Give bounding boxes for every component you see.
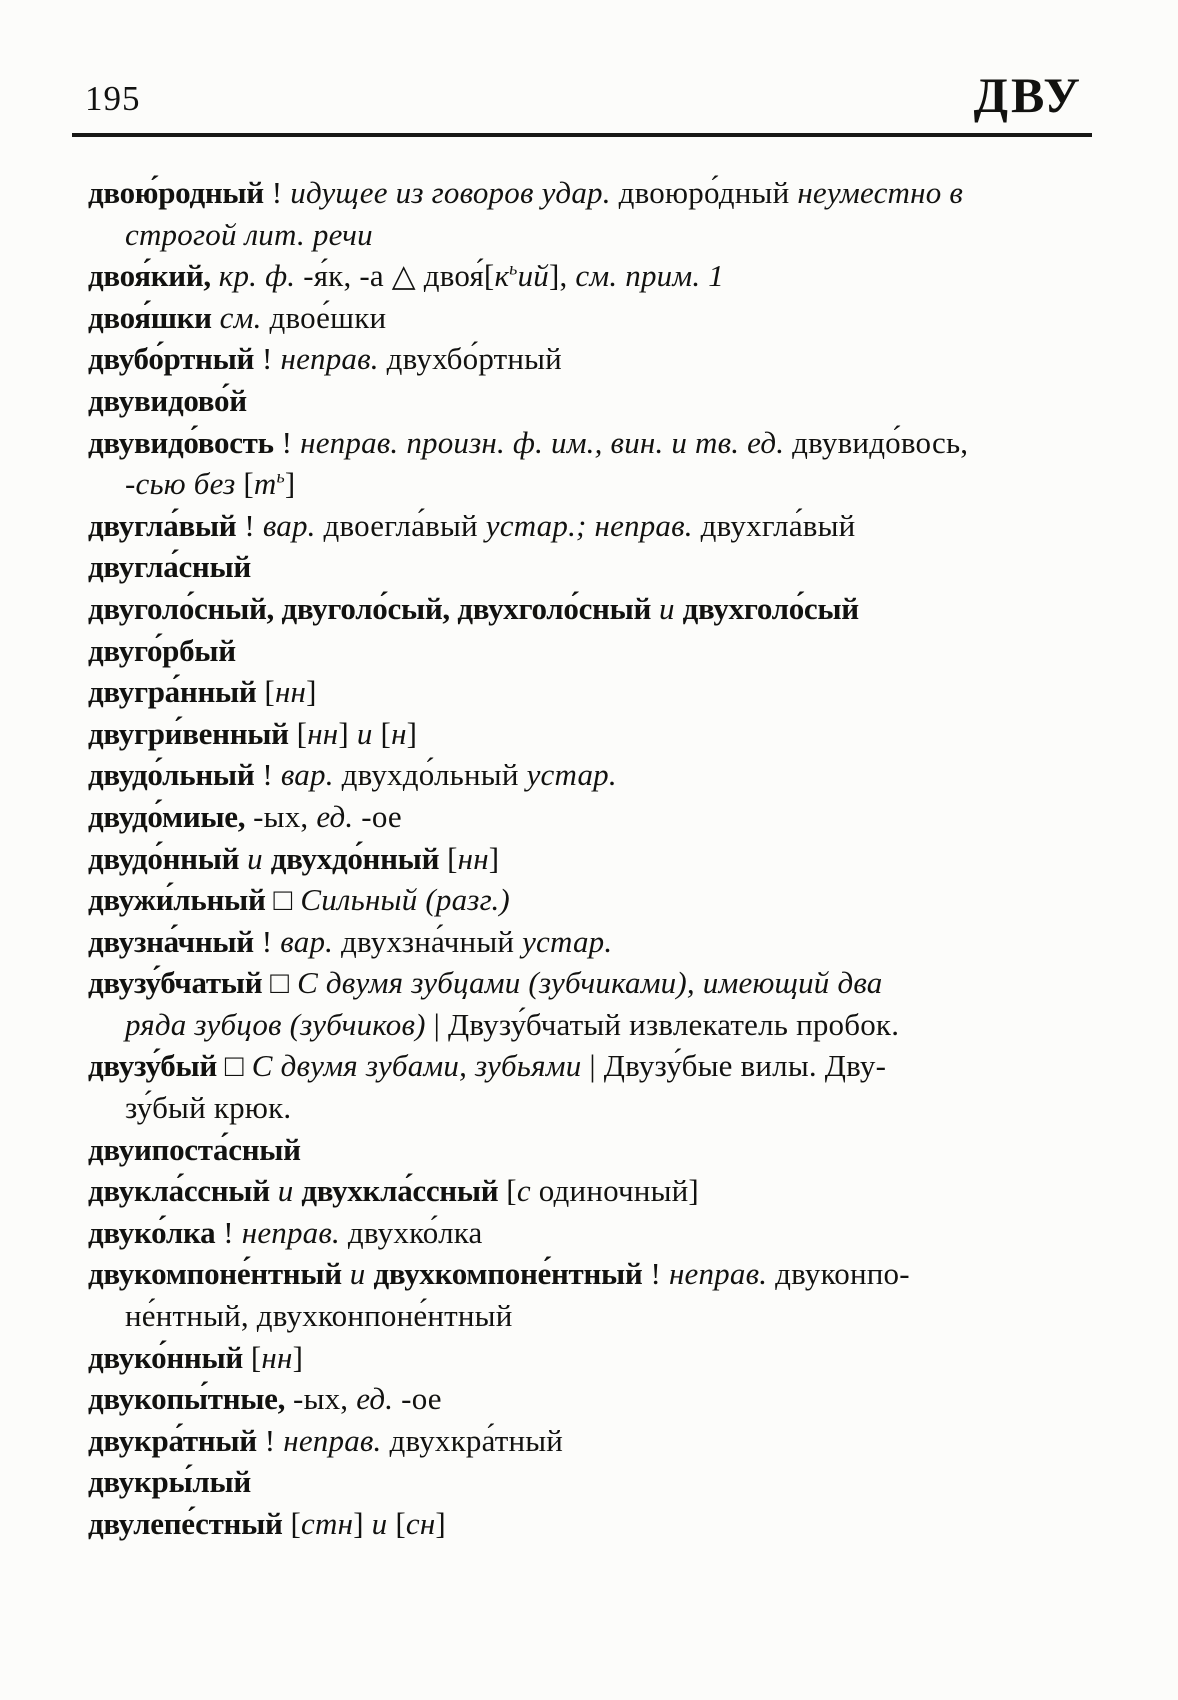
- text-run: двухдо́льный: [333, 757, 527, 793]
- entry-line: [88, 546, 1118, 588]
- entry-line: [88, 297, 1118, 339]
- text-run: ряда зубцов (зубчиков): [125, 1006, 434, 1042]
- text-run: двуко́нный: [88, 1339, 243, 1375]
- text-run: двоя́кий,: [88, 258, 211, 294]
- text-run: -ое: [393, 1381, 442, 1417]
- page-header: [85, 67, 1083, 123]
- text-run: !: [253, 923, 281, 959]
- text-run: [: [439, 840, 458, 876]
- text-run: !: [642, 1256, 669, 1292]
- text-run: двукры́лый: [88, 1464, 251, 1500]
- text-run: двугла́сный: [88, 549, 251, 585]
- text-run: двухкла́ссный: [301, 1173, 499, 1209]
- text-run: неправ.: [280, 341, 379, 377]
- text-run: ]: [292, 1339, 304, 1375]
- text-run: и: [341, 1256, 374, 1292]
- text-run: !: [273, 424, 301, 460]
- entry-line: [88, 1337, 1118, 1379]
- text-run: устар.: [522, 923, 613, 959]
- text-run: ]: [435, 1506, 446, 1541]
- text-run: вар.: [280, 757, 334, 793]
- text-run: и: [356, 715, 373, 751]
- header-rule: [72, 133, 1092, 137]
- entry-line: [88, 1212, 1118, 1254]
- text-run: двухголо́сый: [682, 590, 859, 626]
- entry-continuation-line: [88, 1087, 1118, 1129]
- entry-line: [88, 1045, 1118, 1087]
- text-run: двукла́ссный: [88, 1173, 270, 1209]
- entry-line: [88, 879, 1118, 921]
- text-run: и: [371, 1506, 388, 1541]
- text-run: ь: [509, 258, 518, 279]
- entry-line: [88, 1503, 1118, 1545]
- text-run: двузу́бчатый: [88, 965, 263, 1001]
- entry-line: [88, 754, 1118, 796]
- entry-line: [88, 505, 1118, 547]
- text-run: двухкомпоне́нтный: [373, 1256, 643, 1292]
- text-run: двувидово́й: [88, 382, 247, 418]
- text-run: см. прим. 1: [575, 258, 724, 294]
- text-run: двоя́шки: [88, 299, 212, 335]
- text-run: к: [494, 258, 510, 294]
- text-run: [: [372, 715, 392, 751]
- text-run: [: [243, 466, 254, 502]
- entry-line: [88, 671, 1118, 713]
- text-run: -я́к, -а △ двоя́[: [295, 258, 495, 294]
- text-run: !: [254, 341, 281, 377]
- entry-line: [88, 838, 1118, 880]
- section-heading: ДВУ: [973, 67, 1083, 123]
- text-run: !: [256, 1422, 284, 1458]
- text-run: двухбо́ртный: [378, 341, 562, 377]
- entry-line: [88, 1253, 1118, 1295]
- text-run: и: [269, 1173, 302, 1209]
- text-run: двухгла́вый: [692, 507, 856, 543]
- entry-line: [88, 962, 1118, 1004]
- text-run: кр. ф.: [218, 258, 296, 294]
- text-run: [: [242, 1339, 262, 1375]
- text-run: двукомпоне́нтный: [88, 1256, 342, 1292]
- entry-line: [88, 1420, 1118, 1462]
- entry-continuation-line: [88, 1004, 1118, 1046]
- text-run: ]: [284, 466, 296, 502]
- text-run: | Двузу́бые вилы. Дву-: [589, 1048, 887, 1084]
- text-run: двухдо́нный: [270, 840, 440, 876]
- text-run: !: [236, 507, 263, 543]
- entry-line: [88, 422, 1118, 464]
- text-run: т: [253, 466, 277, 502]
- text-run: [211, 258, 219, 293]
- text-run: с: [516, 1173, 531, 1209]
- text-run: сн: [405, 1506, 436, 1541]
- entry-line: [88, 588, 1118, 630]
- text-run: идущее из говоров удар.: [290, 175, 611, 210]
- text-run: неправ.: [283, 1422, 382, 1458]
- text-run: двухзна́чный: [333, 923, 523, 959]
- text-run: двувидо́вость: [88, 424, 274, 460]
- text-run: вар.: [280, 923, 334, 959]
- text-run: !: [263, 175, 291, 210]
- entry-line: [88, 796, 1118, 838]
- text-run: [: [288, 715, 308, 751]
- text-run: | Двузу́бчатый извлекатель пробок.: [433, 1006, 900, 1042]
- entry-line: [88, 921, 1118, 963]
- text-run: двукра́тный: [88, 1422, 257, 1458]
- text-run: нн: [261, 1339, 293, 1375]
- text-run: -ых,: [285, 1381, 357, 1417]
- entry-line: [88, 630, 1118, 672]
- text-run: двухко́лка: [339, 1214, 483, 1250]
- entry-continuation-line: [88, 463, 1118, 505]
- text-run: двугра́нный: [88, 674, 257, 710]
- text-run: [: [256, 674, 275, 710]
- text-run: двузна́чный: [88, 923, 254, 959]
- text-run: неправ.: [668, 1256, 768, 1292]
- text-run: двудо́льный: [88, 757, 255, 793]
- text-run: неправ.: [241, 1214, 340, 1250]
- dictionary-entries: [88, 172, 1118, 1545]
- text-run: двуипоста́сный: [88, 1131, 301, 1167]
- text-run: двуго́рбый: [88, 632, 236, 668]
- text-run: -ых,: [245, 798, 317, 834]
- text-run: Сильный (разг.): [300, 882, 510, 918]
- text-run: вар.: [262, 507, 316, 543]
- entry-line: [88, 255, 1118, 297]
- text-run: двугла́вый: [88, 507, 237, 543]
- entry-continuation-line: [88, 1295, 1118, 1337]
- entry-line: [88, 1461, 1118, 1503]
- text-run: двоюро́дный: [610, 175, 798, 210]
- entry-line: [88, 380, 1118, 422]
- text-run: устар.; неправ.: [485, 507, 693, 543]
- text-run: устар.: [526, 757, 617, 793]
- text-run: двуконпо-: [767, 1256, 910, 1292]
- text-run: неправ. произн. ф. им., вин. и тв. ед.: [300, 424, 785, 460]
- text-run: ]: [353, 1506, 372, 1541]
- text-run: нн: [307, 715, 339, 751]
- text-run: двужи́льный: [88, 882, 266, 918]
- text-run: двузу́бый: [88, 1048, 217, 1084]
- text-run: двугри́венный: [88, 715, 289, 751]
- text-run: двоегла́вый: [315, 507, 486, 543]
- text-run: двудо́миые,: [88, 798, 246, 834]
- text-run: неуместно в: [797, 175, 964, 210]
- text-run: двуголо́сный, двуголо́сый, двухголо́сный: [88, 590, 652, 626]
- text-run: стн: [301, 1506, 354, 1541]
- entry-line: [88, 713, 1118, 755]
- text-run: не́нтный, двухконпоне́нтный: [125, 1298, 513, 1334]
- text-run: -ое: [353, 798, 402, 834]
- text-run: ед.: [356, 1381, 394, 1417]
- text-run: □: [216, 1048, 252, 1084]
- text-run: □: [262, 965, 298, 1001]
- text-run: С двумя зубами, зубьями: [251, 1048, 590, 1084]
- text-run: зу́бый крюк.: [125, 1090, 292, 1126]
- text-run: нн: [274, 674, 307, 710]
- text-run: нн: [457, 840, 489, 876]
- text-run: ий: [517, 258, 549, 294]
- text-run: ],: [548, 258, 576, 294]
- text-run: строгой лит. речи: [125, 216, 373, 252]
- text-run: двухкра́тный: [381, 1422, 564, 1458]
- text-run: [: [387, 1506, 406, 1541]
- text-run: и: [239, 840, 271, 876]
- text-run: ед.: [316, 798, 354, 834]
- text-run: □: [265, 882, 301, 918]
- text-run: одиночный]: [530, 1173, 699, 1209]
- text-run: [: [282, 1506, 302, 1541]
- entry-line: [88, 172, 1118, 214]
- text-run: двудо́нный: [88, 840, 240, 876]
- entry-continuation-line: [88, 214, 1118, 256]
- entry-line: [88, 1378, 1118, 1420]
- text-run: ]: [306, 674, 317, 710]
- text-run: ь: [276, 466, 285, 487]
- text-run: ]: [488, 840, 500, 876]
- entry-line: [88, 1170, 1118, 1212]
- text-run: двулепе́стный: [88, 1506, 283, 1541]
- entry-line: [88, 1129, 1118, 1171]
- text-run: [: [498, 1173, 517, 1209]
- entry-line: [88, 338, 1118, 380]
- text-run: н: [391, 715, 407, 751]
- text-run: С двумя зубцами (зубчиками), имеющий два: [297, 965, 883, 1001]
- text-run: см.: [219, 299, 262, 335]
- text-run: двое́шки: [261, 299, 387, 335]
- page-number: 195: [85, 79, 141, 118]
- text-run: -сью без: [125, 466, 244, 502]
- text-run: ]: [406, 715, 418, 751]
- text-run: двубо́ртный: [88, 341, 255, 377]
- text-run: и: [651, 590, 683, 626]
- text-run: !: [215, 1214, 242, 1250]
- text-run: двукопы́тные,: [88, 1381, 286, 1417]
- text-run: [212, 300, 220, 335]
- text-run: двувидо́вось,: [784, 424, 969, 460]
- text-run: !: [254, 757, 281, 793]
- text-run: ]: [338, 715, 357, 751]
- text-run: двуко́лка: [88, 1214, 216, 1250]
- text-run: двою́родный: [88, 175, 264, 210]
